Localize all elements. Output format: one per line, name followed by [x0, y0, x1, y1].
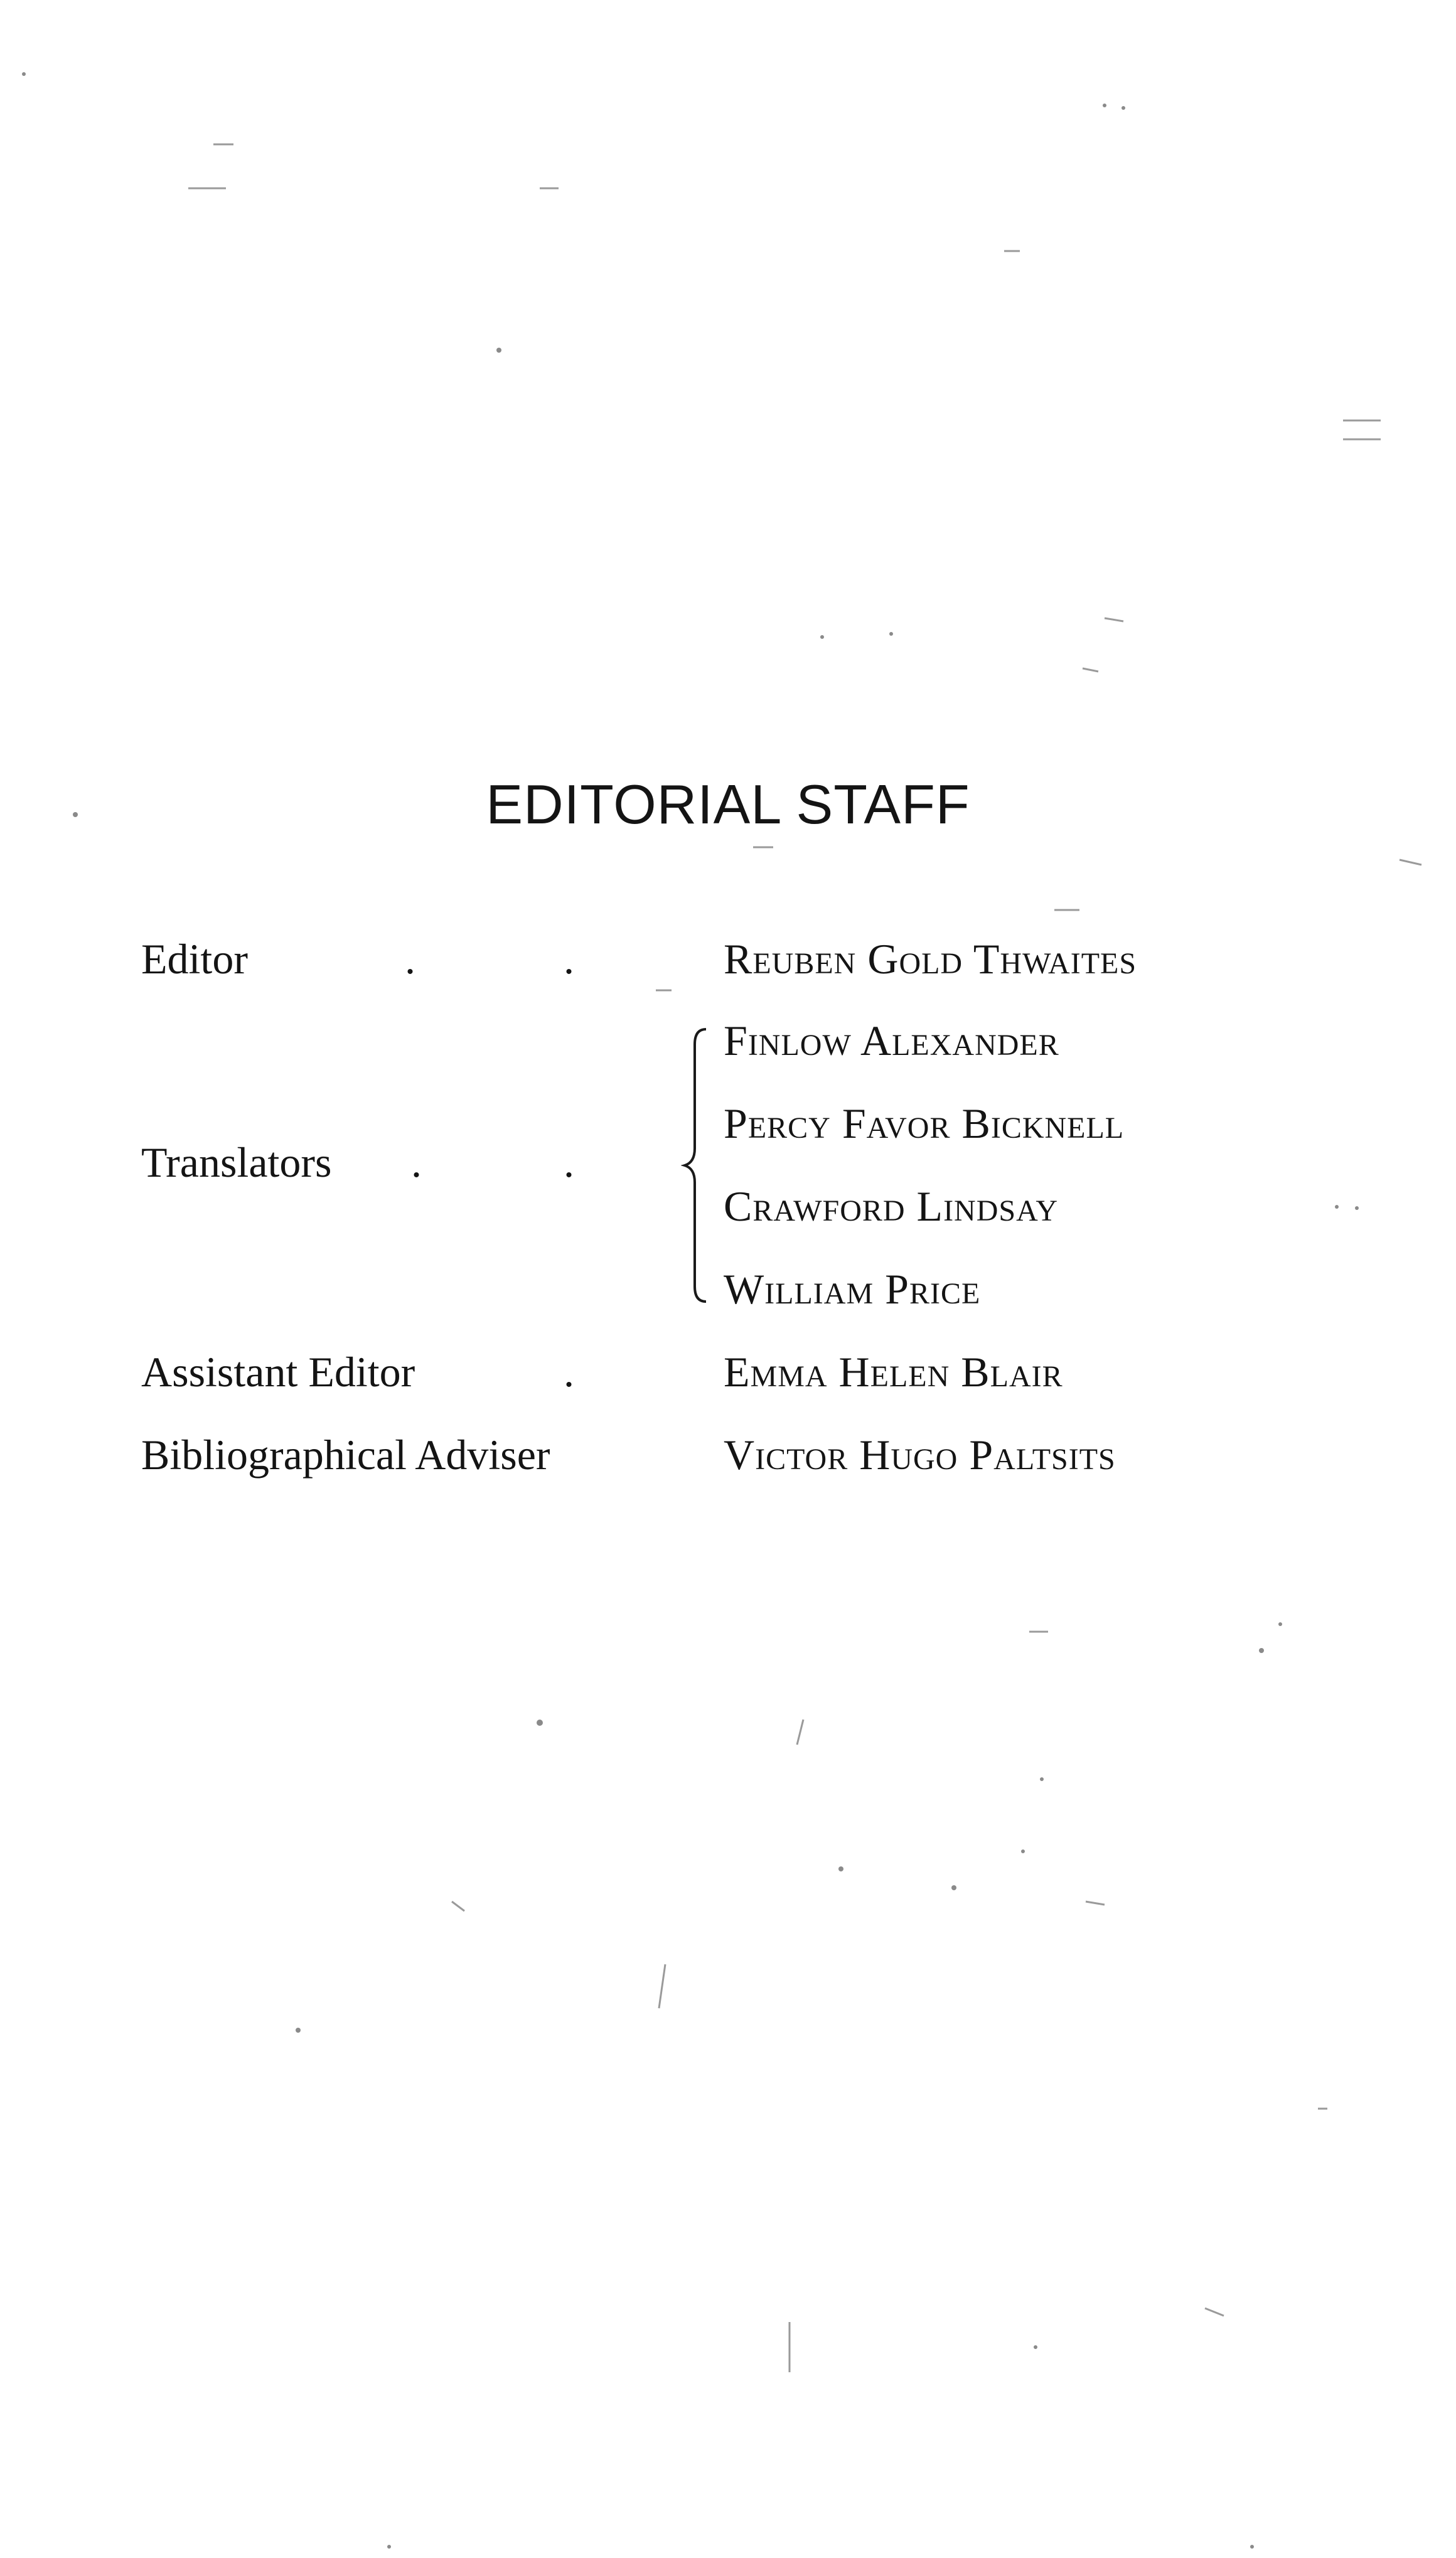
- role-assistant-editor: Assistant Editor: [141, 1348, 415, 1396]
- leader-dot: .: [564, 1138, 574, 1186]
- name-translator: William Price: [724, 1265, 981, 1313]
- name-translator: Finlow Alexander: [724, 1017, 1059, 1064]
- page-title: EDITORIAL STAFF: [486, 773, 970, 835]
- role-bibliographical-adviser: Bibliographical Adviser: [141, 1431, 550, 1479]
- leader-dot: .: [564, 935, 574, 983]
- name-editor: Reuben Gold Thwaites: [724, 935, 1137, 983]
- name-translator: Percy Favor Bicknell: [724, 1100, 1125, 1147]
- leader-dot: .: [405, 935, 415, 983]
- role-editor: Editor: [141, 935, 248, 983]
- translators-brace: [681, 1024, 712, 1307]
- name-bibliographical-adviser: Victor Hugo Paltsits: [724, 1431, 1116, 1479]
- name-translator: Crawford Lindsay: [724, 1182, 1059, 1230]
- leader-dot: .: [411, 1138, 422, 1186]
- leader-dot: .: [564, 1348, 574, 1396]
- name-assistant-editor: Emma Helen Blair: [724, 1348, 1063, 1396]
- role-translators: Translators: [141, 1138, 332, 1186]
